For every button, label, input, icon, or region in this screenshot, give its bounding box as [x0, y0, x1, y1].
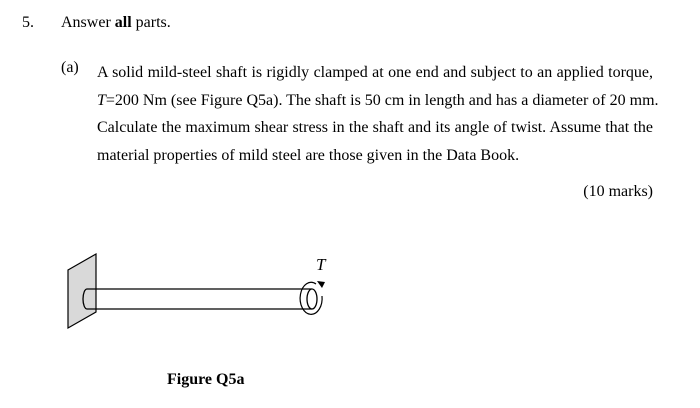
part-a-label: (a) — [61, 59, 79, 76]
figure-caption: Figure Q5a — [167, 371, 245, 388]
instruction-bold-word: all — [114, 14, 132, 31]
part-a-line-4: material properties of mild steel are those given in the Data Book. — [97, 146, 520, 164]
part-a-line-2-rest: =200 Nm (see Figure Q5a). The shaft is 50 cm in length and has a diameter of 20 mm. — [105, 91, 659, 109]
question-instruction — [61, 14, 171, 32]
question-number: 5. — [22, 14, 34, 31]
torque-arrowhead — [317, 281, 325, 288]
part-a-line-3: Calculate the maximum shear stress in the shaft and its angle of twist. Assume that the — [97, 119, 653, 136]
shaft — [83, 289, 312, 309]
part-a-text — [97, 59, 659, 169]
part-a-line-2 — [97, 87, 659, 115]
instruction-prefix: Answer — [61, 14, 115, 31]
marks-allocation: (10 marks) — [583, 183, 653, 200]
torque-label: T — [316, 255, 326, 274]
torque-symbol: T — [97, 91, 106, 109]
shaft-end — [307, 289, 317, 309]
instruction-suffix: parts. — [131, 14, 171, 31]
wall-clamp — [68, 254, 96, 328]
part-a-line-1: A solid mild-steel shaft is rigidly clamped at one end and subject to an applied torque, — [97, 64, 653, 81]
shaft-figure — [60, 248, 360, 348]
